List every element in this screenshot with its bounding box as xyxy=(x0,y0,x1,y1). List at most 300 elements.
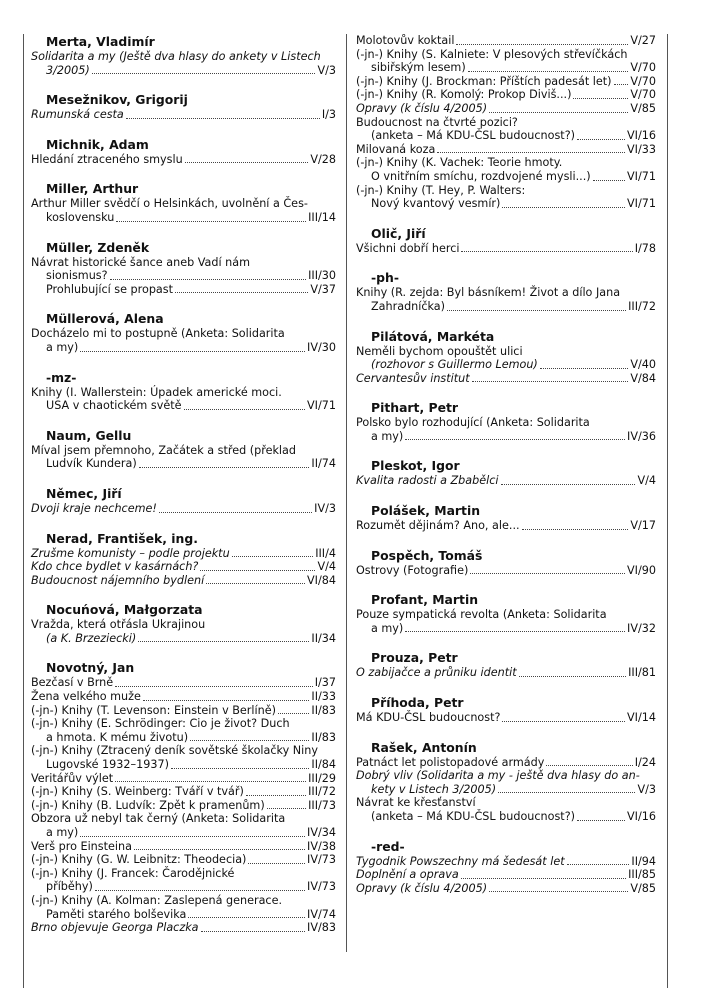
index-entry-line xyxy=(31,758,336,772)
page-reference: V/84 xyxy=(630,371,656,385)
page-reference: II/34 xyxy=(311,631,336,645)
entry-title-text: koslovensku xyxy=(46,210,115,224)
dot-leader xyxy=(95,890,305,891)
index-entry-line xyxy=(31,444,336,458)
page-reference: IV/73 xyxy=(307,853,336,867)
index-column-right xyxy=(356,34,656,910)
entry-title-text: (-jn-) Knihy (T. Levenson: Einstein v Berlíně) xyxy=(31,703,276,717)
index-entry-line xyxy=(356,48,656,62)
entry-title-text: Ludvík Kundera) xyxy=(46,457,137,471)
dot-leader xyxy=(470,573,625,574)
block-spacer xyxy=(356,635,656,650)
index-entry-line xyxy=(356,75,656,89)
index-entry-line xyxy=(356,783,656,797)
author-name: Nerad, František, ing. xyxy=(46,530,198,546)
block-spacer xyxy=(356,385,656,400)
index-entry-line xyxy=(356,286,656,300)
index-entry-line xyxy=(31,399,336,413)
page-reference: V/40 xyxy=(630,358,656,372)
index-entry-line xyxy=(31,799,336,813)
page-reference: III/85 xyxy=(628,868,656,882)
page-reference: V/70 xyxy=(630,74,656,88)
index-entry-line xyxy=(31,894,336,908)
entry-title-text: Veritářův výlet xyxy=(31,771,114,785)
page-reference: VI/16 xyxy=(627,810,656,823)
author-name: Olič, Jiří xyxy=(371,225,426,241)
index-column-left xyxy=(31,34,336,950)
page-reference: V/85 xyxy=(630,881,656,895)
index-entry-line xyxy=(31,632,336,646)
dot-leader xyxy=(461,878,626,879)
author-name: Polášek, Martin xyxy=(371,503,481,519)
index-entry-line xyxy=(31,283,336,297)
block-spacer xyxy=(31,355,336,370)
entry-title-text: a my) xyxy=(46,826,79,839)
index-entry-line xyxy=(356,184,656,198)
page-reference: II/94 xyxy=(631,854,656,868)
dot-leader xyxy=(447,310,626,311)
entry-title-text: Ostrovy (Fotografie) xyxy=(356,563,469,577)
entry-title-text: Všichni dobří herci xyxy=(356,241,460,255)
index-entry-line xyxy=(356,711,656,725)
author-name: -mz- xyxy=(46,369,77,385)
index-entry-line xyxy=(31,731,336,745)
page-reference: III/29 xyxy=(308,771,336,785)
entry-title-text: kety v Listech 3/2005) xyxy=(371,782,497,796)
author-name: Miller, Arthur xyxy=(46,181,139,197)
dot-leader xyxy=(461,251,632,252)
author-name: Němec, Jiří xyxy=(46,485,122,501)
dot-leader xyxy=(502,207,625,208)
index-entry-line xyxy=(356,372,656,386)
entry-title-text: (rozhovor s Guillermo Lemou) xyxy=(371,358,538,372)
page-reference: IV/36 xyxy=(627,429,656,443)
block-spacer xyxy=(31,587,336,602)
author-name: Pithart, Petr xyxy=(371,400,459,416)
index-entry-line xyxy=(356,300,656,314)
entry-title-text: a my) xyxy=(46,340,79,354)
entry-title-text: Rumunská cesta xyxy=(31,108,124,122)
block-spacer xyxy=(31,225,336,240)
index-entry-line xyxy=(356,197,656,211)
entry-title-text: Obzora už nebyl tak černý (Anketa: Solidarita xyxy=(31,812,286,826)
entry-title-text: a hmota. K mému životu) xyxy=(46,730,189,744)
page-reference: III/72 xyxy=(308,785,336,799)
author-name: Müller, Zdeněk xyxy=(46,239,150,255)
index-entry-line xyxy=(31,618,336,632)
dot-leader xyxy=(139,467,310,468)
entry-title-text: Bezčasí v Brně xyxy=(31,676,114,690)
index-entry-line xyxy=(31,341,336,355)
entry-title-text: Patnáct let polistopadové armády xyxy=(356,755,545,769)
entry-title-text: Pouze sympatická revolta (Anketa: Solidarita xyxy=(356,608,607,622)
block-spacer xyxy=(356,533,656,548)
entry-title-text: a my) xyxy=(371,429,404,443)
block-spacer xyxy=(356,824,656,839)
page-reference: III/4 xyxy=(315,546,336,560)
index-entry-line xyxy=(31,772,336,786)
entry-title-text: Solidarita a my (Ještě dva hlasy do ankety v Listech xyxy=(31,50,321,63)
index-entry-line xyxy=(356,88,656,102)
index-entry-line xyxy=(356,608,656,622)
entry-title-text: Arthur Miller svědčí o Helsinkách, uvolnění a Čes- xyxy=(31,197,308,211)
index-entry-line xyxy=(31,64,336,78)
author-name: Novotný, Jan xyxy=(46,660,135,676)
page-reference: IV/73 xyxy=(307,880,336,894)
index-entry-line xyxy=(31,704,336,718)
page-reference: VI/33 xyxy=(627,142,656,156)
author-name: Příhoda, Petr xyxy=(371,695,464,711)
dot-leader xyxy=(577,820,625,821)
index-entry-line xyxy=(356,519,656,533)
index-entry-line xyxy=(31,717,336,731)
entry-title-text: Vražda, která otřásla Ukrajinou xyxy=(31,618,206,632)
index-entry-line xyxy=(356,564,656,578)
dot-leader xyxy=(498,792,635,793)
dot-leader xyxy=(171,768,309,769)
entry-title-text: Dobrý vliv (Solidarita a my - ještě dva hlasy do an- xyxy=(356,769,640,783)
entry-title-text: (a K. Brzeziecki) xyxy=(46,631,137,645)
page-reference: V/27 xyxy=(630,34,656,47)
index-entry-line xyxy=(31,812,336,826)
entry-title-text: Tygodnik Powszechny má šedesát let xyxy=(356,854,565,868)
page-reference: V/85 xyxy=(630,101,656,115)
dot-leader xyxy=(143,700,310,701)
entry-title-text: Kvalita radosti a Zbabělci xyxy=(356,474,499,488)
entry-title-text: Knihy (R. zejda: Byl básníkem! Život a dílo Jana xyxy=(356,286,621,300)
index-entry-line xyxy=(31,502,336,516)
entry-title-text: sibiřským lesem) xyxy=(371,61,466,75)
entry-title-text: (-jn-) Knihy (A. Kolman: Zaslepená generace. xyxy=(31,893,283,907)
dot-leader xyxy=(246,795,306,796)
entry-title-text: (-jn-) Knihy (S. Kalniete: V plesových střevíčkách xyxy=(356,47,628,61)
entry-title-text: Rozumět dějinám? Ano, ale... xyxy=(356,519,520,533)
index-entry-line xyxy=(31,547,336,561)
dot-leader xyxy=(92,73,316,74)
index-entry-line xyxy=(31,560,336,574)
page-reference: III/81 xyxy=(628,666,656,680)
author-name: Michnik, Adam xyxy=(46,136,149,152)
entry-title-text: Nový kvantový vesmír) xyxy=(371,197,501,211)
dot-leader xyxy=(80,351,305,352)
dot-leader xyxy=(472,381,629,382)
dot-leader xyxy=(134,849,305,850)
block-spacer xyxy=(31,77,336,92)
page-reference: I/3 xyxy=(321,108,336,122)
dot-leader xyxy=(501,484,636,485)
index-entry-line xyxy=(31,908,336,922)
entry-title-text: Hledání ztraceného smyslu xyxy=(31,152,183,166)
dot-leader xyxy=(405,439,625,440)
page-reference: VI/71 xyxy=(307,399,336,413)
column-divider-rule xyxy=(346,34,347,952)
index-entry-line xyxy=(356,868,656,882)
entry-title-text: (anketa – Má KDU-ČSL budoucnost?) xyxy=(371,810,575,823)
page-reference: V/37 xyxy=(310,282,336,296)
dot-leader xyxy=(489,891,628,892)
dot-leader xyxy=(116,221,306,222)
entry-title-text: Budoucnost na čtvrté pozici? xyxy=(356,115,518,129)
dot-leader xyxy=(232,556,314,557)
entry-title-text: Zrušme komunisty – podle projektu xyxy=(31,546,230,560)
index-entry-line xyxy=(31,921,336,935)
page-reference: III/30 xyxy=(308,269,336,283)
index-entry-line xyxy=(356,430,656,444)
index-entry-line xyxy=(356,102,656,116)
entry-title-text: Polsko bylo rozhodující (Anketa: Solidarita xyxy=(356,416,590,430)
block-spacer xyxy=(356,488,656,503)
dot-leader xyxy=(278,713,309,714)
entry-title-text: Prohlubující se propast xyxy=(46,282,174,296)
dot-leader xyxy=(138,641,309,642)
author-name: Pilátová, Markéta xyxy=(371,328,495,344)
entry-title-text: (anketa – Má KDU-ČSL budoucnost?) xyxy=(371,129,575,143)
entry-title-text: Docházelo mi to postupně (Anketa: Solidarita xyxy=(31,327,285,341)
block-spacer xyxy=(356,443,656,458)
index-entry-line xyxy=(31,50,336,64)
block-spacer xyxy=(356,680,656,695)
page-reference: II/74 xyxy=(311,457,336,471)
index-entry-line xyxy=(356,156,656,170)
page-reference: V/70 xyxy=(630,61,656,75)
page-reference: V/3 xyxy=(317,63,336,77)
page-reference: I/37 xyxy=(314,676,336,690)
block-spacer xyxy=(356,314,656,329)
dot-leader xyxy=(540,368,629,369)
entry-title-text: Návrat historické šance aneb Vadí nám xyxy=(31,255,250,269)
index-entry-line xyxy=(31,457,336,471)
block-spacer xyxy=(356,255,656,270)
dot-leader xyxy=(567,864,630,865)
index-entry-line xyxy=(31,867,336,881)
author-name: -red- xyxy=(371,838,405,854)
entry-title-text: sionismus? xyxy=(46,269,108,283)
dot-leader xyxy=(115,781,306,782)
entry-title-text: Verš pro Einsteina xyxy=(31,839,132,853)
page-reference: II/83 xyxy=(311,730,336,744)
block-spacer xyxy=(31,935,336,950)
entry-title-text: příběhy) xyxy=(46,880,93,894)
block-spacer xyxy=(356,211,656,226)
index-entry-line xyxy=(356,855,656,869)
dot-leader xyxy=(267,808,306,809)
dot-leader xyxy=(188,917,305,918)
index-entry-line xyxy=(356,474,656,488)
dot-leader xyxy=(502,721,625,722)
block-spacer xyxy=(356,895,656,910)
index-entry-line xyxy=(356,116,656,130)
index-entry-line xyxy=(31,690,336,704)
index-entry-line xyxy=(31,211,336,225)
author-name: Mesežnikov, Grigorij xyxy=(46,92,188,108)
dot-leader xyxy=(546,765,632,766)
entry-title-text: Má KDU-ČSL budoucnost? xyxy=(356,711,501,725)
index-entry-line xyxy=(31,153,336,167)
author-name: Prouza, Petr xyxy=(371,650,458,666)
index-entry-line xyxy=(31,853,336,867)
entry-title-text: Knihy (I. Wallerstein: Úpadek americké moci. xyxy=(31,385,282,399)
page-reference: III/72 xyxy=(628,299,656,313)
author-name: Rašek, Antonín xyxy=(371,739,477,755)
entry-title-text: Opravy (k číslu 4/2005) xyxy=(356,101,488,115)
entry-title-text: (-jn-) Knihy (J. Brockman: Příštích padesát let) xyxy=(356,74,612,88)
page-reference: V/28 xyxy=(310,152,336,166)
dot-leader xyxy=(593,180,625,181)
entry-title-text: (-jn-) Knihy (R. Komolý: Prokop Diviš...) xyxy=(356,88,572,102)
dot-leader xyxy=(206,583,305,584)
left-margin-rule xyxy=(23,34,24,988)
index-entry-line xyxy=(31,840,336,854)
page-reference: V/4 xyxy=(637,474,656,488)
entry-title-text: Milovaná koza xyxy=(356,142,436,156)
dot-leader xyxy=(185,162,309,163)
dot-leader xyxy=(80,836,305,837)
block-spacer xyxy=(31,122,336,137)
entry-title-text: (-jn-) Knihy (Ztracený deník sovětské školačky Niny xyxy=(31,744,318,758)
page-reference: II/84 xyxy=(311,758,336,772)
page-reference: V/17 xyxy=(630,519,656,533)
dot-leader xyxy=(175,292,308,293)
author-name: Naum, Gellu xyxy=(46,427,132,443)
author-name: Müllerová, Alena xyxy=(46,311,164,327)
index-entry-line xyxy=(356,129,656,143)
dot-leader xyxy=(201,931,305,932)
page-reference: II/33 xyxy=(311,690,336,704)
page-reference: IV/38 xyxy=(307,839,336,853)
index-entry-line xyxy=(356,143,656,157)
page-reference: II/83 xyxy=(311,703,336,717)
index-entry-line xyxy=(356,170,656,184)
page-reference: IV/74 xyxy=(307,907,336,921)
block-spacer xyxy=(31,413,336,428)
entry-title-text: USA v chaotickém světě xyxy=(46,399,182,413)
entry-title-text: Neměli bychom opouštět ulici xyxy=(356,344,523,358)
page-reference: VI/84 xyxy=(307,573,336,587)
dot-leader xyxy=(200,570,315,571)
right-margin-rule xyxy=(667,34,668,988)
dot-leader xyxy=(519,676,626,677)
index-entry-line xyxy=(356,358,656,372)
index-entry-line xyxy=(356,622,656,636)
index-entry-line xyxy=(356,345,656,359)
page-reference: IV/83 xyxy=(307,921,336,935)
entry-title-text: (-jn-) Knihy (S. Weinberg: Tváří v tvář) xyxy=(31,785,244,799)
page-reference: VI/71 xyxy=(627,169,656,183)
entry-title-text: (-jn-) Knihy (E. Schrödinger: Cio je život? Duch xyxy=(31,717,290,731)
entry-title-text: 3/2005) xyxy=(46,63,90,77)
index-entry-line xyxy=(31,676,336,690)
page-reference: I/78 xyxy=(634,241,656,255)
dot-leader xyxy=(522,529,629,530)
index-entry-line xyxy=(31,327,336,341)
index-entry-line xyxy=(31,269,336,283)
entry-title-text: Paměti starého bolševika xyxy=(46,907,187,921)
index-entry-line xyxy=(31,386,336,400)
dot-leader xyxy=(190,740,309,741)
page-reference: IV/32 xyxy=(627,621,656,635)
block-spacer xyxy=(31,296,336,311)
entry-title-text: Lugovské 1932–1937) xyxy=(46,758,169,772)
block-spacer xyxy=(31,166,336,181)
entry-title-text: Žena velkého muže xyxy=(31,690,141,704)
entry-title-text: Kdo chce bydlet v kasárnách? xyxy=(31,560,199,574)
index-entry-line xyxy=(31,197,336,211)
entry-title-text: Cervantesův institut xyxy=(356,371,470,385)
entry-title-text: (-jn-) Knihy (K. Vachek: Teorie hmoty. xyxy=(356,156,563,170)
author-name: Nocuńová, Małgorzata xyxy=(46,602,203,618)
author-name: -ph- xyxy=(371,270,399,286)
index-entry-line xyxy=(356,756,656,770)
page-reference: IV/34 xyxy=(307,826,336,839)
entry-title-text: Brno objevuje Georga Placzka xyxy=(31,921,199,935)
page-reference: I/24 xyxy=(634,755,656,769)
index-entry-line xyxy=(31,880,336,894)
dot-leader xyxy=(573,98,628,99)
dot-leader xyxy=(110,279,307,280)
page-reference: VI/71 xyxy=(627,197,656,211)
index-entry-line xyxy=(356,882,656,896)
page-reference: VI/16 xyxy=(627,129,656,143)
block-spacer xyxy=(31,516,336,531)
entry-title-text: (-jn-) Knihy (B. Ludvík: Zpět k pramenům) xyxy=(31,798,265,812)
index-entry-line xyxy=(356,769,656,783)
entry-title-text: (-jn-) Knihy (T. Hey, P. Walters: xyxy=(356,183,526,197)
index-entry-line xyxy=(31,574,336,588)
index-entry-line xyxy=(356,242,656,256)
entry-title-text: Míval jsem přemnoho, Začátek a střed (překlad xyxy=(31,443,296,457)
entry-title-text: Zahradníčka) xyxy=(371,299,446,313)
dot-leader xyxy=(456,44,628,45)
index-entry-line xyxy=(356,34,656,48)
dot-leader xyxy=(489,112,628,113)
page-reference: V/3 xyxy=(637,782,656,796)
page-reference: III/14 xyxy=(308,210,336,224)
page-reference: V/4 xyxy=(317,560,336,574)
entry-title-text: Opravy (k číslu 4/2005) xyxy=(356,881,488,895)
dot-leader xyxy=(405,631,625,632)
index-entry-line xyxy=(31,108,336,122)
entry-title-text: Dvoji kraje nechceme! xyxy=(31,501,157,515)
entry-title-text: Návrat ke křesťanství xyxy=(356,796,476,810)
dot-leader xyxy=(184,409,306,410)
page-reference: VI/14 xyxy=(627,711,656,725)
index-entry-line xyxy=(356,416,656,430)
entry-title-text: (-jn-) Knihy (G. W. Leibnitz: Theodecia) xyxy=(31,853,247,867)
dot-leader xyxy=(577,139,625,140)
page-reference: IV/30 xyxy=(307,340,336,354)
entry-title-text: a my) xyxy=(371,621,404,635)
dot-leader xyxy=(437,152,625,153)
entry-title-text: Budoucnost nájemního bydlení xyxy=(31,573,205,587)
author-name: Pospěch, Tomáš xyxy=(371,547,483,563)
dot-leader xyxy=(248,863,305,864)
entry-title-text: Molotovův koktail xyxy=(356,34,455,47)
entry-title-text: (-jn-) Knihy (J. Francek: Čarodějnické xyxy=(31,866,235,880)
entry-title-text: Doplnění a oprava xyxy=(356,868,459,882)
block-spacer xyxy=(356,577,656,592)
dot-leader xyxy=(126,118,320,119)
block-spacer xyxy=(31,645,336,660)
dot-leader xyxy=(115,686,313,687)
author-name: Merta, Vladimír xyxy=(46,34,155,49)
author-name: Pleskot, Igor xyxy=(371,458,460,474)
index-entry-line xyxy=(31,826,336,840)
page-reference: III/73 xyxy=(308,798,336,812)
dot-leader xyxy=(159,512,312,513)
entry-title-text: O vnitřním smíchu, rozdvojené mysli...) xyxy=(371,169,591,183)
index-entry-line xyxy=(356,810,656,824)
page-reference: VI/90 xyxy=(627,563,656,577)
